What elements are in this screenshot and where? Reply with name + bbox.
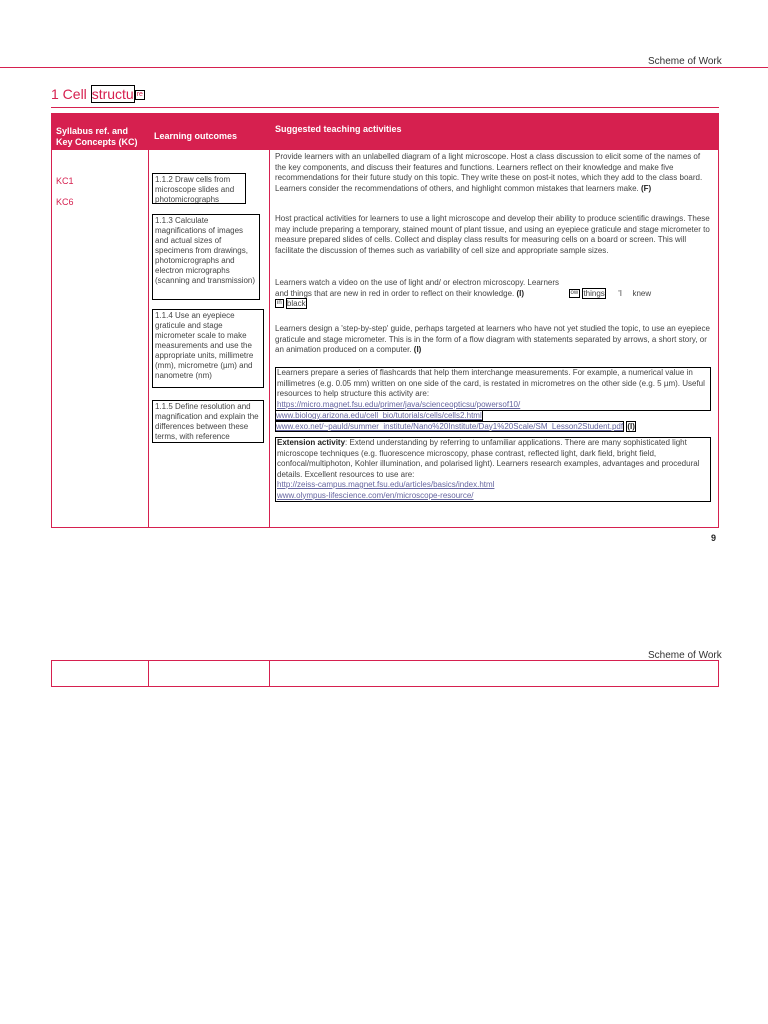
table-header	[52, 114, 718, 150]
page-title	[51, 86, 145, 102]
title-tiny: re	[136, 91, 143, 99]
top-rule	[0, 67, 768, 68]
outcome-1-1-3: 1.1.3 Calculate magnifications of images and actual sizes of specimens from drawings, photomicrographs and electron micrographs (scanning and transmission)	[152, 214, 260, 300]
activity-tag: (I)	[627, 421, 635, 431]
header-activities: Suggested teaching activities	[275, 124, 402, 134]
activity-tag: (F)	[640, 183, 652, 193]
column-divider-2	[269, 114, 270, 527]
title-prefix: 1 Cell	[51, 86, 91, 102]
header-outcomes: Learning outcomes	[154, 131, 238, 141]
column-divider-1	[148, 661, 149, 686]
outcome-1-1-2: 1.1.2 Draw cells from microscope slides and photomicrographs	[152, 173, 246, 204]
resource-link[interactable]: www.exo.net/~pauld/summer_institute/Nano%20Institute/Day1%20Scale/SM_Lesson2Student.pdf	[276, 421, 624, 431]
title-boxed: structu	[91, 86, 134, 102]
page-number: 9	[711, 533, 717, 543]
fragment-boxed: black	[286, 299, 306, 308]
extension-label: Extension activity	[277, 438, 346, 447]
activity-paragraph-3: Learners watch a video on the use of light and/ or electron microscopy. Learners and things that are new in red in order to reflect on their knowledge. (I) ow things 'I knew in black	[275, 278, 652, 308]
table-page2	[51, 660, 719, 687]
resource-link[interactable]: https://micro.magnet.fsu.edu/primer/java/scienceopticsu/powersof10/	[277, 399, 521, 409]
header-syllabus: Syllabus ref. and Key Concepts (KC)	[56, 126, 138, 147]
flashcard-box: Learners prepare a series of flashcards that help them interchange measurements. For example, a numerical value in millimetres (e.g. 0.05 mm) written on one side of the card, is restated in micrometres on the other side (e.g. 5 µm). Useful resources to help structure this activity are: https://micro.magnet.fsu.edu/primer/java/scienceopticsu/powersof10/	[275, 367, 711, 411]
activity-paragraph-4: Learners design a 'step-by-step' guide, perhaps targeted at learners who have not yet studied the topic, to use an eyepiece graticule and stage micrometer. This is in the form of a flow diagram with statements separated by arrows, a short story, or an animation produced on a computer. (I)	[275, 324, 710, 354]
activity-paragraph-1: Provide learners with an unlabelled diagram of a light microscope. Host a class discussion to elicit some of the names of the key components, and discuss their features and functions. Learners reflect on their knowledge and make five recommendations for their future study on this topic. They write these on post-it notes, which they add to the class board. Learners consider the recommendations of others, and highlight common mistakes that learners make. (F)	[275, 152, 703, 193]
resource-link[interactable]: www.olympus-lifescience.com/en/microscope-resource/	[277, 490, 474, 500]
column-divider-1	[148, 114, 149, 527]
activity-tag: (I)	[413, 345, 422, 354]
fragment-boxed: things	[583, 288, 605, 298]
outcome-1-1-5: 1.1.5 Define resolution and magnification and explain the differences between these terms, with reference	[152, 400, 264, 443]
fragment-mini: ow	[570, 289, 579, 296]
column-divider-2	[269, 661, 270, 686]
scheme-table	[51, 113, 719, 528]
extension-activity	[275, 437, 711, 502]
running-header-page2: Scheme of Work	[648, 650, 722, 661]
activity-paragraph-2: Host practical activities for learners to use a light microscope and develop their ability to produce scientific drawings. These may include preparing a temporary, stained mount of plant tissue, and using an eyepiece graticule and stage micrometer to measure prepared slides of cells. Collect and display class results for measuring cells on a board or screen. This will facilitate the discussion of themes such as variability of cell size and appropriate sample sizes.	[275, 214, 710, 255]
extension-box: Extension activity: Extend understanding by referring to unfamiliar applications. There are many sophisticated light microscope techniques (e.g. fluorescence microscopy, phase contrast, reflected light, dark field, bright field, confocal/multiphoton, Kohler illumination, and polarised light). Learners research examples, advantages and procedural details. Excellent resources to use are: http://zeiss-campus.magnet.fsu.edu/articles/basics/index.html www.olympus-lifescience.com/en/microscope-resource/	[275, 437, 711, 502]
activity-tag: (I)	[516, 288, 525, 298]
activity-paragraph-5	[275, 367, 711, 432]
title-rule	[51, 107, 719, 108]
kc-item: KC1	[56, 176, 74, 186]
resource-link[interactable]: www.biology.arizona.edu/cell_bio/tutorials/cells/cells2.html	[276, 411, 482, 420]
outcome-1-1-4: 1.1.4 Use an eyepiece graticule and stage micrometer scale to make measurements and use the appropriate units, millimetre (mm), micrometre (µm) and nanometre (nm)	[152, 309, 264, 388]
resource-link[interactable]: http://zeiss-campus.magnet.fsu.edu/articles/basics/index.html	[277, 480, 495, 489]
kc-item: KC6	[56, 197, 74, 207]
fragment-mini: in	[277, 300, 282, 307]
running-header: Scheme of Work	[648, 56, 722, 67]
